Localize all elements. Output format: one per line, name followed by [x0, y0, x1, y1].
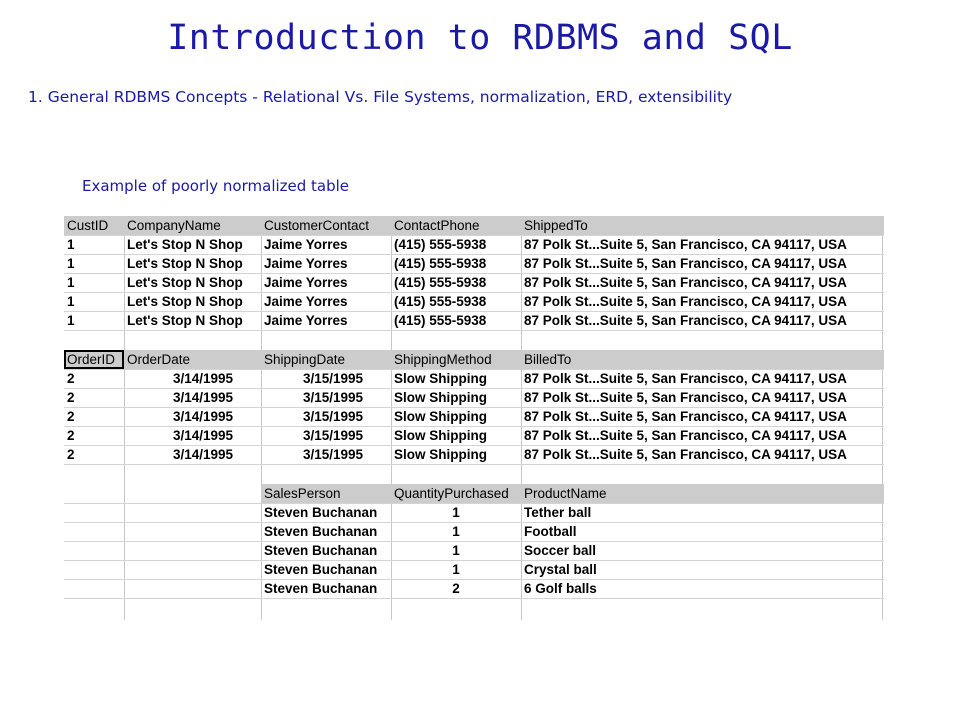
table-cell: Crystal ball — [524, 562, 597, 577]
table-cell: 1 — [67, 256, 75, 271]
table-cell: Jaime Yorres — [264, 275, 348, 290]
table-cell: Let's Stop N Shop — [127, 237, 243, 252]
column-header-selected: OrderID — [64, 350, 124, 369]
table-row — [64, 407, 884, 426]
table-cell: 87 Polk St...Suite 5, San Francisco, CA 94117, USA — [524, 256, 847, 271]
table-cell: Let's Stop N Shop — [127, 313, 243, 328]
table-cell: Let's Stop N Shop — [127, 275, 243, 290]
table-cell: 1 — [452, 505, 460, 520]
table-cell: Slow Shipping — [394, 447, 487, 462]
table-cell: 87 Polk St...Suite 5, San Francisco, CA 94117, USA — [524, 275, 847, 290]
table-cell: 2 — [67, 428, 75, 443]
table-cell: Slow Shipping — [394, 390, 487, 405]
table-cell: Jaime Yorres — [264, 256, 348, 271]
table-cell: Jaime Yorres — [264, 313, 348, 328]
table-cell: 6 Golf balls — [524, 581, 597, 596]
column-header: ShippedTo — [524, 218, 588, 233]
table-cell: 87 Polk St...Suite 5, San Francisco, CA 94117, USA — [524, 409, 847, 424]
table-cell: Steven Buchanan — [264, 524, 378, 539]
table-row — [64, 445, 884, 464]
table-cell: Slow Shipping — [394, 428, 487, 443]
table-cell: 3/15/1995 — [302, 409, 363, 424]
table-cell: Steven Buchanan — [264, 562, 378, 577]
spreadsheet-image — [64, 216, 884, 620]
table-row — [64, 273, 884, 292]
table-cell: 3/15/1995 — [302, 447, 363, 462]
slide-subtitle: 1. General RDBMS Concepts - Relational Vs. File Systems, normalization, ERD, extensibility — [28, 88, 733, 106]
table-cell: Steven Buchanan — [264, 581, 378, 596]
table-cell: 3/14/1995 — [172, 371, 233, 386]
example-caption: Example of poorly normalized table — [82, 177, 350, 195]
table-row — [64, 292, 884, 311]
table-cell: 1 — [67, 294, 75, 309]
table-cell: (415) 555-5938 — [394, 294, 487, 309]
table-cell: 3/14/1995 — [172, 447, 233, 462]
table-cell: Soccer ball — [524, 543, 597, 558]
table-cell: Steven Buchanan — [264, 543, 378, 558]
table-cell: 2 — [67, 409, 75, 424]
table-cell: 87 Polk St...Suite 5, San Francisco, CA 94117, USA — [524, 294, 847, 309]
column-header: OrderDate — [127, 352, 191, 367]
table-cell: 1 — [67, 237, 75, 252]
table-cell: Tether ball — [524, 505, 592, 520]
table-row — [64, 235, 884, 254]
table-cell: 2 — [67, 390, 75, 405]
column-header: CustomerContact — [264, 218, 370, 233]
table-cell: 3/14/1995 — [172, 390, 233, 405]
table2-header-row — [64, 350, 884, 369]
table-row — [64, 503, 884, 522]
table-cell: 2 — [67, 371, 75, 386]
table-cell: 87 Polk St...Suite 5, San Francisco, CA 94117, USA — [524, 390, 847, 405]
table-cell: 2 — [452, 581, 460, 596]
column-header: ShippingDate — [264, 352, 346, 367]
table-cell: 3/14/1995 — [172, 409, 233, 424]
table-cell: (415) 555-5938 — [394, 237, 487, 252]
table-cell: 1 — [452, 524, 460, 539]
column-header: SalesPerson — [264, 486, 341, 501]
table-row — [64, 388, 884, 407]
column-header: BilledTo — [524, 352, 572, 367]
table-cell: (415) 555-5938 — [394, 313, 487, 328]
table3-header-row — [64, 484, 884, 503]
table-cell: (415) 555-5938 — [394, 275, 487, 290]
table-cell: (415) 555-5938 — [394, 256, 487, 271]
table-row — [64, 560, 884, 579]
slide-title: Introduction to RDBMS and SQL — [167, 18, 793, 58]
column-header: QuantityPurchased — [394, 486, 509, 501]
column-header: ShippingMethod — [394, 352, 492, 367]
table-cell: Jaime Yorres — [264, 294, 348, 309]
column-header: ContactPhone — [394, 218, 480, 233]
table-cell: Slow Shipping — [394, 371, 487, 386]
table-cell: Let's Stop N Shop — [127, 294, 243, 309]
table-cell: 87 Polk St...Suite 5, San Francisco, CA 94117, USA — [524, 428, 847, 443]
table-cell: 87 Polk St...Suite 5, San Francisco, CA 94117, USA — [524, 447, 847, 462]
table1-header-row — [64, 216, 884, 235]
table-cell: 1 — [452, 562, 460, 577]
column-header: CompanyName — [127, 218, 221, 233]
table-cell: 3/15/1995 — [302, 390, 363, 405]
table-cell: Jaime Yorres — [264, 237, 348, 252]
table-cell: 3/15/1995 — [302, 428, 363, 443]
table-cell: 1 — [452, 543, 460, 558]
table-cell: 87 Polk St...Suite 5, San Francisco, CA 94117, USA — [524, 313, 847, 328]
column-header: ProductName — [524, 486, 607, 501]
table-cell: Steven Buchanan — [264, 505, 378, 520]
table-row — [64, 311, 884, 330]
table-row — [64, 426, 884, 445]
table-row — [64, 579, 884, 598]
table-cell: Slow Shipping — [394, 409, 487, 424]
table-row — [64, 254, 884, 273]
column-header: CustID — [67, 218, 109, 233]
table-cell: 1 — [67, 313, 75, 328]
table-row — [64, 522, 884, 541]
table-cell: 2 — [67, 447, 75, 462]
table-cell: Football — [524, 524, 577, 539]
table-row — [64, 369, 884, 388]
table-cell: 87 Polk St...Suite 5, San Francisco, CA 94117, USA — [524, 371, 847, 386]
table-cell: 3/15/1995 — [302, 371, 363, 386]
table-row — [64, 541, 884, 560]
table-cell: Let's Stop N Shop — [127, 256, 243, 271]
table-cell: 87 Polk St...Suite 5, San Francisco, CA 94117, USA — [524, 237, 847, 252]
table-cell: 1 — [67, 275, 75, 290]
table-cell: 3/14/1995 — [172, 428, 233, 443]
